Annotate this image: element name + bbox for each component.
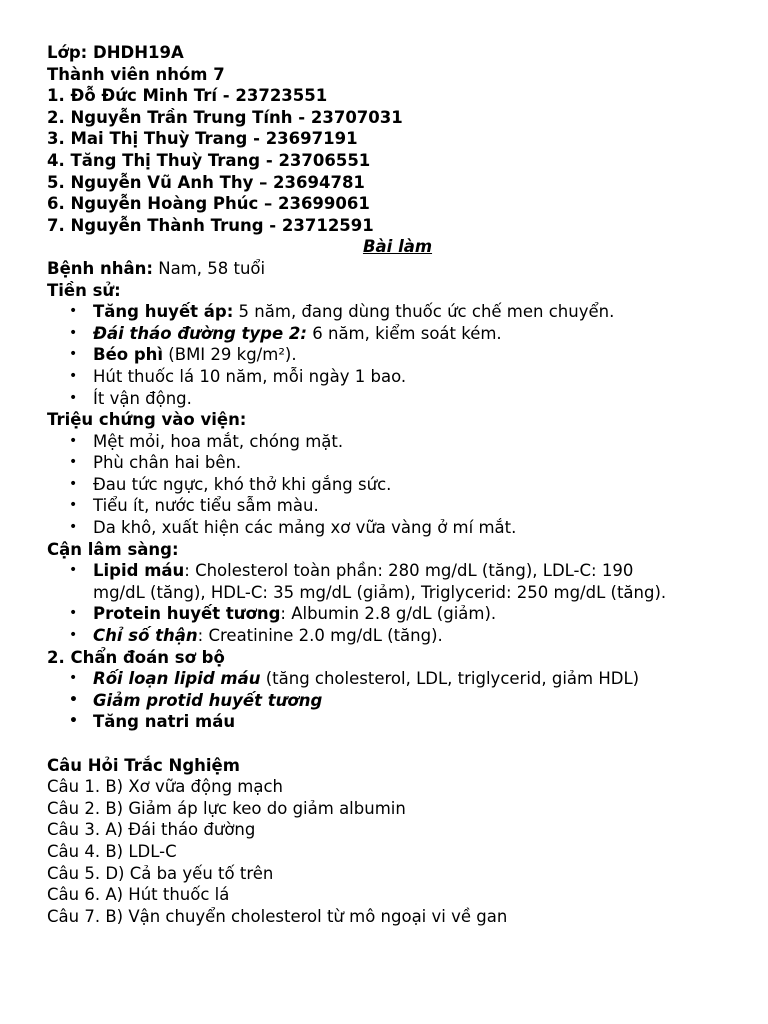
lipid-label: Lipid máu bbox=[93, 561, 185, 581]
diagnosis-item-text: (tăng cholesterol, LDL, triglycerid, giảm HDL) bbox=[260, 669, 640, 689]
quiz-answer: Câu 1. B) Xơ vữa động mạch bbox=[47, 777, 284, 797]
patient-value: Nam, 58 tuổi bbox=[152, 258, 266, 278]
history-item-text: (BMI 29 kg/m²). bbox=[163, 345, 297, 365]
history-heading: Tiền sử: bbox=[47, 280, 121, 300]
list-item: • Giảm protid huyết tương bbox=[93, 690, 748, 712]
member-5: 5. Nguyễn Vũ Anh Thy – 23694781 bbox=[47, 172, 365, 192]
protein-label: Protein huyết tương bbox=[93, 604, 281, 624]
quiz-answer: Câu 4. B) LDL-C bbox=[47, 841, 177, 861]
diagnosis-list bbox=[47, 668, 748, 733]
list-item bbox=[93, 668, 748, 690]
list-item bbox=[93, 323, 748, 345]
member-6: 6. Nguyễn Hoàng Phúc – 23699061 bbox=[47, 194, 370, 214]
lipid-line-1: : Cholesterol toàn phần: 280 mg/dL (tăng), LDL-C: 190 bbox=[184, 561, 634, 581]
quiz-answer: Câu 5. D) Cả ba yếu tố trên bbox=[47, 863, 274, 883]
work-title-row bbox=[47, 236, 748, 258]
labs-heading: Cận lâm sàng: bbox=[47, 539, 179, 559]
list-item bbox=[93, 625, 748, 647]
history-item-text: Hút thuốc lá 10 năm, mỗi ngày 1 bao. bbox=[93, 366, 407, 386]
history-list bbox=[47, 301, 748, 409]
symptoms-heading: Triệu chứng vào viện: bbox=[47, 410, 247, 430]
work-title: Bài làm bbox=[362, 237, 433, 257]
member-4: 4. Tăng Thị Thuỳ Trang - 23706551 bbox=[47, 150, 371, 170]
kidney-label: Chỉ số thận bbox=[93, 626, 198, 646]
history-item-label: Đái tháo đường type 2: bbox=[93, 323, 307, 343]
history-item-label: Tăng huyết áp: bbox=[93, 302, 234, 322]
member-1: 1. Đỗ Đức Minh Trí - 23723551 bbox=[47, 86, 328, 106]
quiz-answer: Câu 2. B) Giảm áp lực keo do giảm albumin bbox=[47, 798, 406, 818]
list-item bbox=[93, 560, 748, 603]
blank-line bbox=[47, 733, 748, 755]
quiz-answer: Câu 3. A) Đái tháo đường bbox=[47, 820, 256, 840]
protein-text: : Albumin 2.8 g/dL (giảm). bbox=[280, 604, 497, 624]
diagnosis-item-label: Rối loạn lipid máu bbox=[93, 669, 261, 689]
list-item bbox=[93, 366, 748, 388]
list-item bbox=[93, 388, 748, 410]
list-item bbox=[93, 301, 748, 323]
member-7: 7. Nguyễn Thành Trung - 23712591 bbox=[47, 215, 374, 235]
history-item-text: 6 năm, kiểm soát kém. bbox=[307, 323, 502, 343]
member-2: 2. Nguyễn Trần Trung Tính - 23707031 bbox=[47, 107, 403, 127]
class-line: Lớp: DHDH19A bbox=[47, 43, 184, 62]
member-3: 3. Mai Thị Thuỳ Trang - 23697191 bbox=[47, 129, 358, 149]
patient-label: Bệnh nhân: bbox=[47, 258, 153, 278]
quiz-heading: Câu Hỏi Trắc Nghiệm bbox=[47, 755, 240, 775]
list-item: • Da khô, xuất hiện các mảng xơ vữa vàng ở mí mắt. bbox=[93, 517, 748, 539]
quiz-answer: Câu 6. A) Hút thuốc lá bbox=[47, 885, 230, 905]
labs-list bbox=[47, 560, 748, 646]
list-item bbox=[93, 344, 748, 366]
list-item: • Đau tức ngực, khó thở khi gắng sức. bbox=[93, 474, 748, 496]
history-item-text: Ít vận động. bbox=[93, 388, 192, 408]
patient-line bbox=[47, 258, 748, 280]
kidney-text: : Creatinine 2.0 mg/dL (tăng). bbox=[197, 626, 443, 646]
list-item bbox=[93, 603, 748, 625]
diagnosis-heading: 2. Chẩn đoán sơ bộ bbox=[47, 647, 225, 667]
list-item: • Tiểu ít, nước tiểu sẫm màu. bbox=[93, 495, 748, 517]
quiz-answer: Câu 7. B) Vận chuyển cholesterol từ mô ngoại vi về gan bbox=[47, 906, 508, 926]
list-item: • Phù chân hai bên. bbox=[93, 452, 748, 474]
lipid-line-2: mg/dL (tăng), HDL-C: 35 mg/dL (giảm), Triglycerid: 250 mg/dL (tăng). bbox=[93, 582, 667, 602]
history-item-text: 5 năm, đang dùng thuốc ức chế men chuyển. bbox=[233, 302, 615, 322]
list-item: • Mệt mỏi, hoa mắt, chóng mặt. bbox=[93, 431, 748, 453]
symptoms-list bbox=[47, 431, 748, 539]
history-item-label: Béo phì bbox=[93, 345, 164, 365]
group-line: Thành viên nhóm 7 bbox=[47, 64, 225, 84]
list-item: • Tăng natri máu bbox=[93, 711, 748, 733]
